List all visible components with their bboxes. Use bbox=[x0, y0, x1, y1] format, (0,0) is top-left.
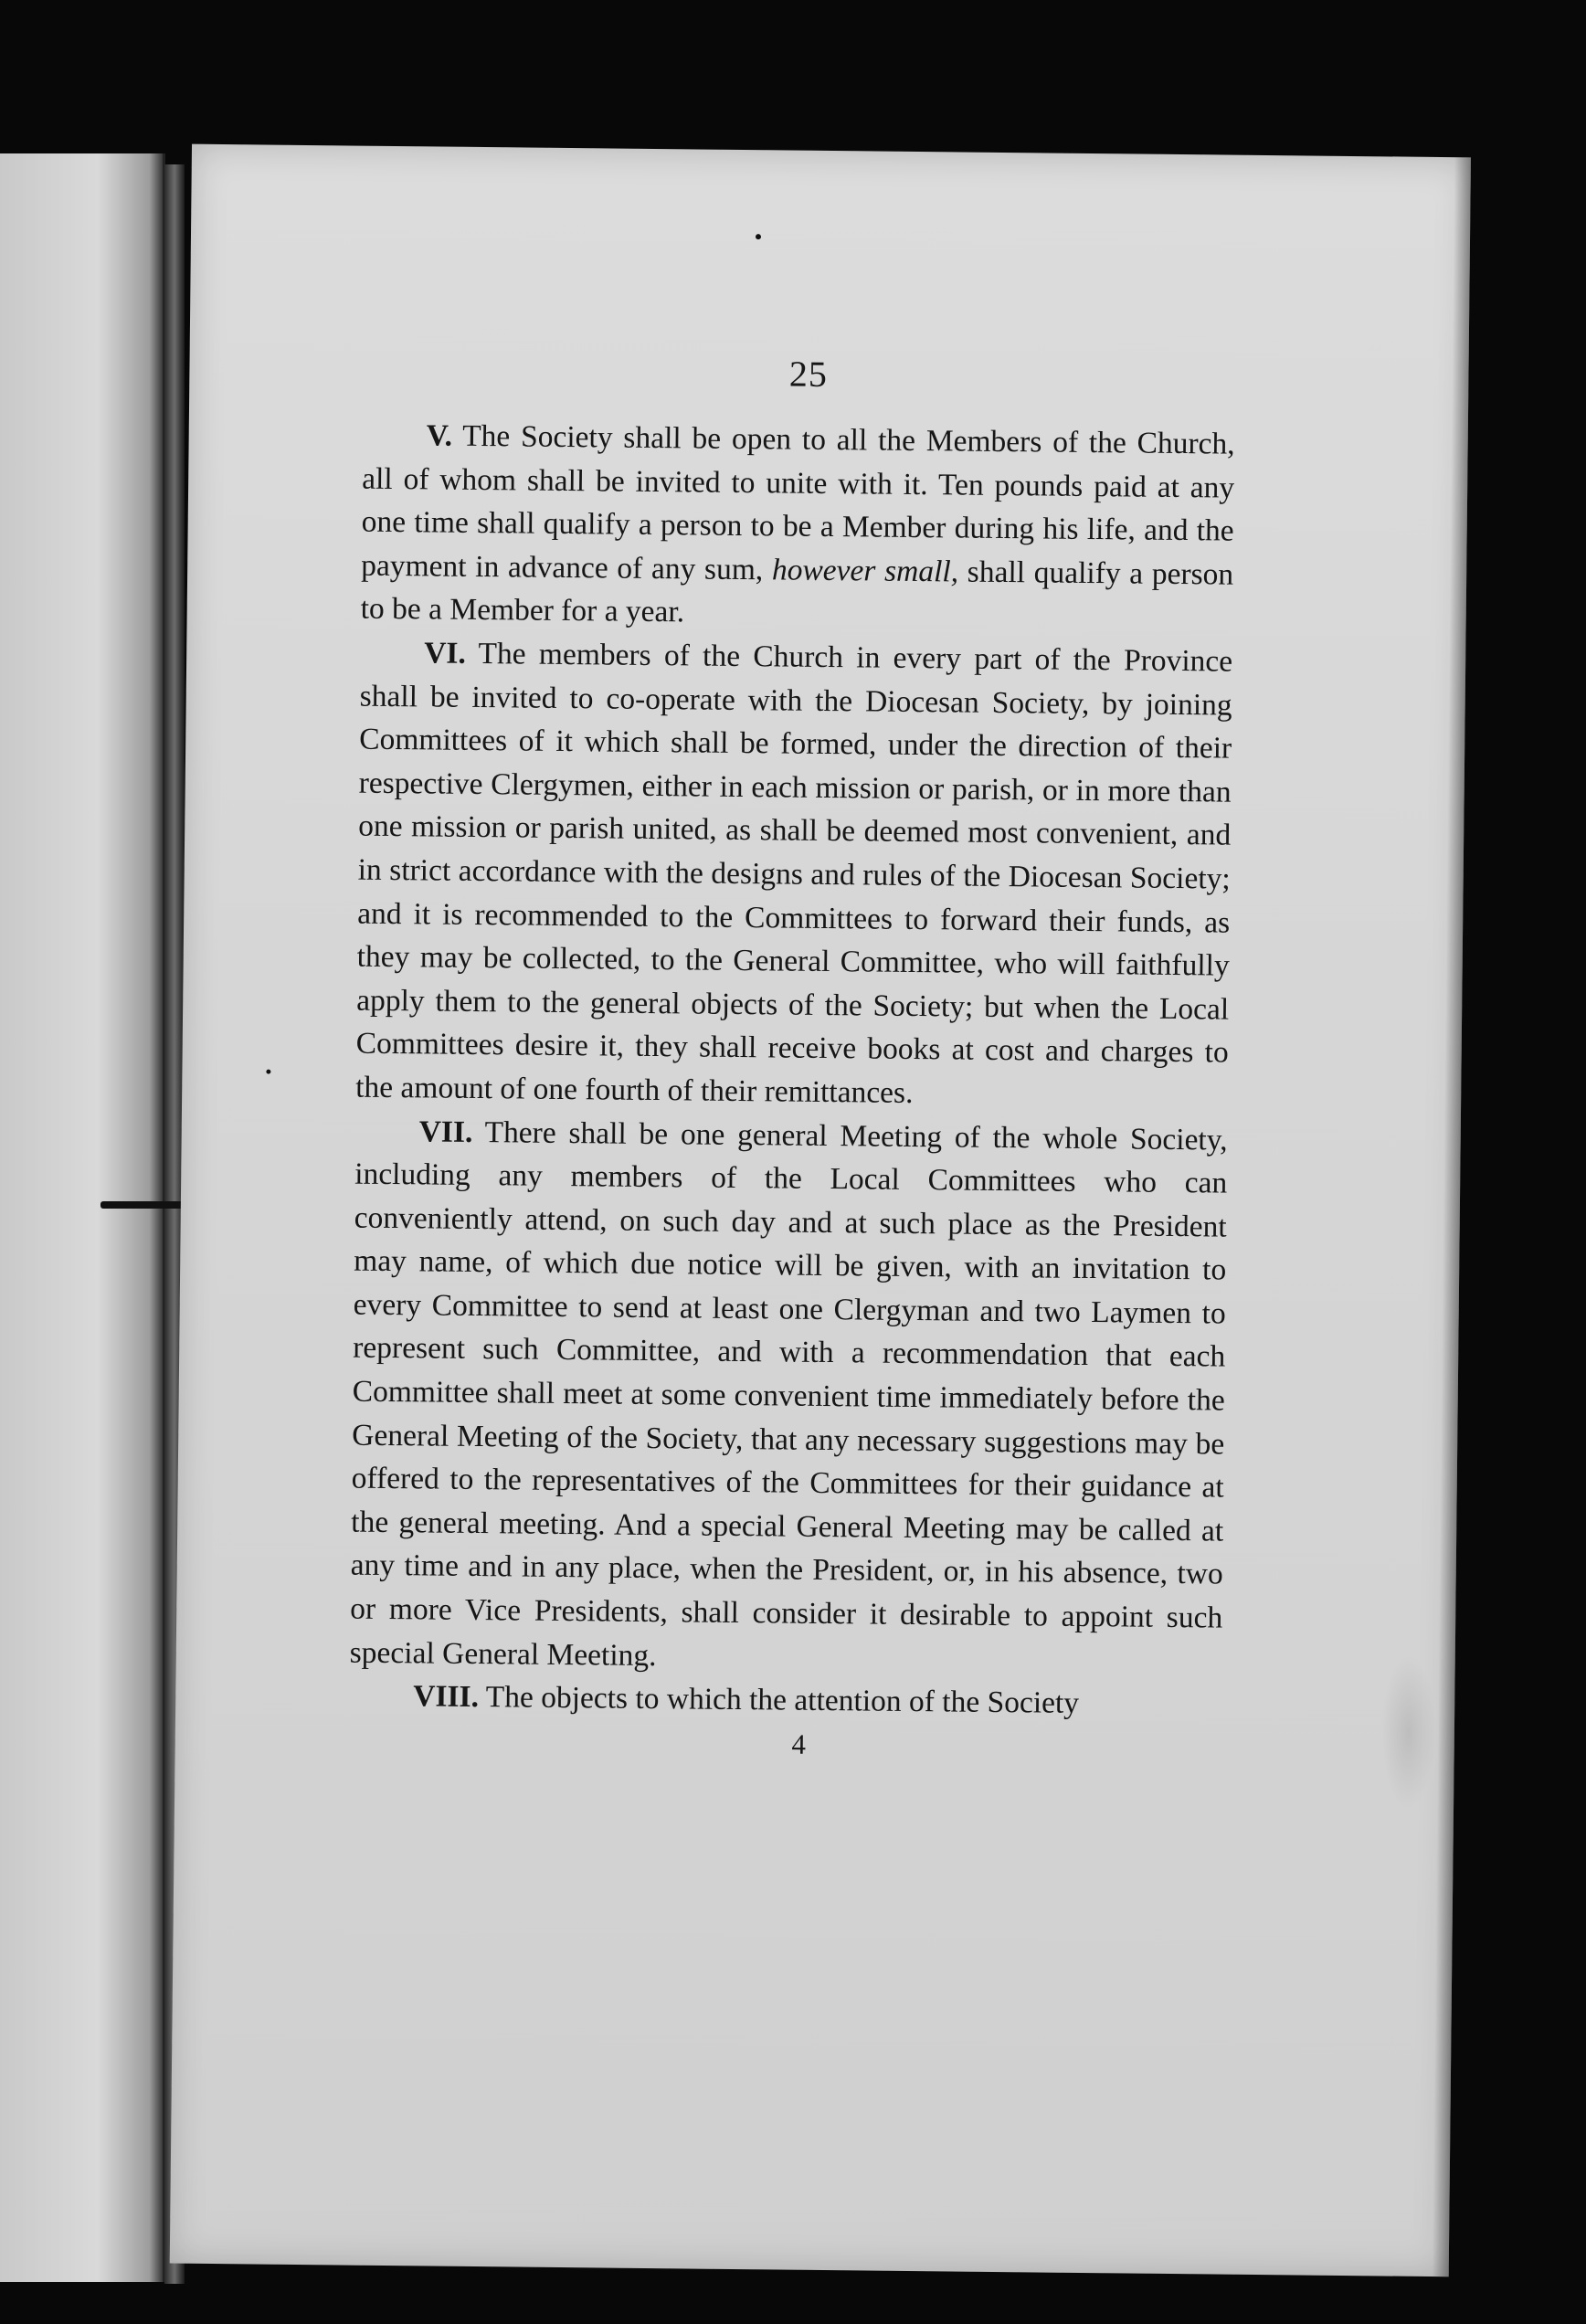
article-numeral: VI. bbox=[424, 636, 467, 671]
article-numeral: VIII. bbox=[413, 1679, 480, 1715]
article-numeral: V. bbox=[426, 418, 453, 453]
article-vi bbox=[355, 631, 1232, 1119]
article-vii bbox=[350, 1109, 1228, 1684]
signature-mark: 4 bbox=[791, 1727, 807, 1760]
facing-page-edge bbox=[0, 153, 165, 2282]
book-page bbox=[170, 144, 1471, 2277]
page-stain bbox=[1380, 1654, 1437, 1811]
article-text: There shall be one general Meeting of the whole Society, including any members of the Local Committees who can conveniently attend, on such day and at such place as the President may name, of which due notice will be given, with an invitation to every Committee to send at least one Clergyman and two Laymen to represent such Committee, and with a recommendation that each Committee shall meet at some convenient time immediately before the General Meeting of the Society, that any necessary suggestions may be offered to the representatives of the Committees for their guidance at the general meeting. And a special General Meeting may be called at any time and in any place, when the President, or, in his absence, two or more Vice Presidents, shall consider it desirable to appoint such special General Meeting. bbox=[349, 1114, 1228, 1673]
article-numeral: VII. bbox=[418, 1114, 473, 1149]
article-viii bbox=[349, 1674, 1221, 1727]
emphasis-text: however small, bbox=[771, 553, 959, 589]
article-v bbox=[360, 414, 1234, 640]
page-number: 25 bbox=[788, 353, 829, 395]
article-text: shall qualify a person to be a Member for a year. bbox=[360, 555, 1234, 629]
page-edge-shadow bbox=[1433, 157, 1471, 2276]
page-text bbox=[349, 343, 1236, 1768]
article-text: The objects to which the attention of the Society bbox=[485, 1680, 1080, 1721]
dust-speck bbox=[266, 1070, 270, 1074]
dust-speck bbox=[756, 234, 761, 239]
article-text: The Society shall be open to all the Members of the Church, all of whom shall be invited to unite with it. Ten pounds paid at any one time shall qualify a person to be a Member during his life, and the payment in advance of any sum, bbox=[361, 418, 1235, 587]
article-text: The members of the Church in every part of the Province shall be invited to co-operate with the Diocesan Society, by joining Committees of it which shall be formed, under the direction of their respective Clergymen, either in each mission or parish, or in more than one mission or parish united, as shall be deemed most convenient, and in strict accordance with the designs and rules of the Diocesan Society; and it is recommended to the Committees to forward their funds, as they may be collected, to the General Committee, who will faithfully apply them to the general objects of the Society; but when the Local Committees desire it, they shall receive books at cost and charges to the amount of one fourth of their remittances. bbox=[355, 636, 1233, 1110]
